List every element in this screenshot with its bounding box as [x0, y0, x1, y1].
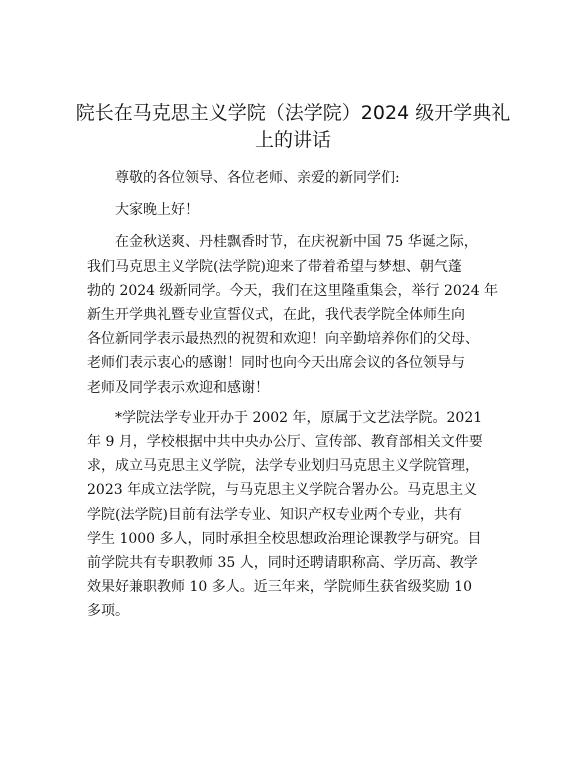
- paragraph-2: *学院法学专业开办于 2002 年，原属于文艺法学院。2021 年 9 月，学校根据中共中央办公厅、宣传部、教育部相关文件要 求，成立马克思主义学院，法学专业划归马克思主义学院管理， 2023 年成立法学院，与马克思主义学院合署办公。马克思主义 学院(法学院)目前有法学专业、知识产权专业两个专业，共有 学生 1000 多人，同时承担全校思想政治理论课教学与研究。目 前学院共有专职教师 35 人，同时还聘请职称高、学历高、教学 效果好兼职教师 10 多人。近三年来，学院师生获省级奖励 10 多项。: [87, 409, 483, 620]
- salutation: 尊敬的各位领导、各位老师、亲爱的新同学们:: [115, 170, 400, 186]
- document-title: 院长在马克思主义学院（法学院）2024 级开学典礼上的讲话: [75, 102, 511, 151]
- document-body: [87, 166, 515, 624]
- paragraph-1: 在金秋送爽、丹桂飘香时节，在庆祝新中国 75 华诞之际， 我们马克思主义学院(法学院)迎来了带着希望与梦想、朝气蓬 勃的 2024 级新同学。今天，我们在这里隆重集会，举行 2024 年 新生开学典礼暨专业宣誓仪式，在此，我代表学院全体师生向 各位新同学表示最热烈的祝贺和欢迎！向辛勤培养你们的父母、 老师们表示衷心的感谢！同时也向今天出席会议的各位领导与 老师及同学表示欢迎和感谢！: [87, 234, 499, 396]
- greeting: 大家晚上好！: [115, 202, 199, 219]
